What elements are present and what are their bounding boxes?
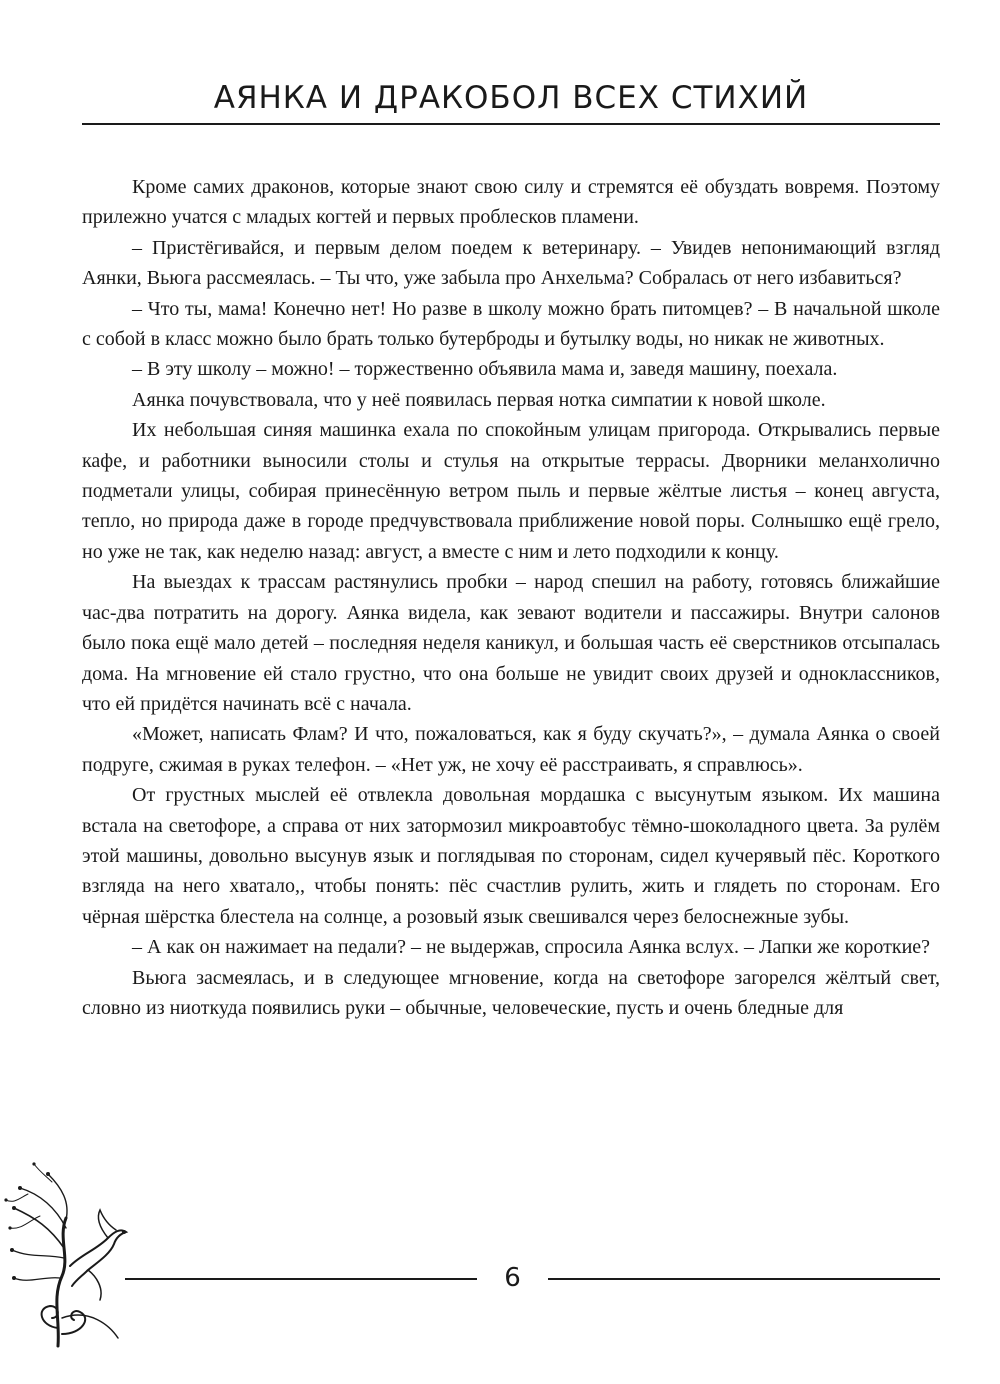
paragraph: «Может, написать Флам? И что, пожаловаться, как я буду скучать?», – думала Аянка о своей подруге, сжимая в руках телефон. – «Нет уж, не хочу её расстраивать, я справлюсь». (82, 723, 940, 776)
paragraph: – В эту школу – можно! – торжественно объявила мама и, заведя машину, поехала. (132, 358, 838, 381)
paragraph: На выездах к трассам растянулись пробки – народ спешил на работу, готовясь ближайшие час-два потратить на дорогу. Аянка видела, как зевают водители и пассажиры. Внутри салонов было пока ещё мало детей – последняя неделя каникул, и большая часть её сверстников отсыпалась дома. На мгновение ей стало грустно, что она больше не увидит своих друзей и одноклассников, что ей придётся начинать всё с начала. (82, 571, 940, 715)
footer-divider-right (548, 1278, 940, 1280)
paragraph: Их небольшая синяя машинка ехала по спокойным улицам пригорода. Открывались первые кафе, и работники выносили столы и стулья на открытые террасы. Дворники меланхолично подметали улицы, собирая принесённую ветром пыль и первые жёлтые листья – конец августа, тепло, но природа даже в городе предчувствовала приближение новой поры. Солнышко ещё грело, но уже не так, как неделю назад: август, а вместе с ним и лето подходили к концу. (82, 419, 940, 563)
paragraph: – Пристёгивайся, и первым делом поедем к ветеринару. – Увидев непонимающий взгляд Аянки, Вьюга рассмеялась. – Ты что, уже забыла про Анхельма? Собралась от него избавиться? (82, 236, 940, 290)
dragon-tree-ornament-icon (0, 1158, 140, 1348)
paragraph: Кроме самих драконов, которые знают свою силу и стремятся её обуздать вовремя. Поэтому прилежно учатся с младых когтей и первых проблесков пламени. (82, 176, 940, 229)
page-footer (0, 1258, 1000, 1308)
paragraph: Аянка почувствовала, что у неё появилась первая нотка симпатии к новой школе. (132, 388, 826, 411)
header-divider (82, 123, 940, 125)
paragraph: От грустных мыслей её отвлекла довольная мордашка с высунутым языком. Их машина встала на светофоре, а справа от них затормозил микроавтобус тёмно-шоколадного цвета. За рулём этой машины, довольно высунув язык и поглядывая по сторонам, сидел кучерявый пёс. Короткого взгляда на него хватало,, чтобы понять: пёс счастлив рулить, жить и глядеть по сторонам. Его чёрная шёрстка блестела на солнце, а розовый язык свешивался через белоснежные зубы. (82, 784, 940, 928)
footer-divider-left (125, 1278, 477, 1280)
paragraph: – А как он нажимает на педали? – не выдержав, спросила Аянка вслух. – Лапки же короткие? (132, 936, 931, 959)
page-number: 6 (504, 1263, 521, 1293)
paragraph: – Что ты, мама! Конечно нет! Но разве в школу можно брать питомцев? – В начальной школе с собой в класс можно было брать только бутерброды и бутылку воды, но никак не животных. (82, 297, 940, 351)
paragraph: Вьюга засмеялась, и в следующее мгновение, когда на светофоре загорелся жёлтый свет, словно из ниоткуда появились руки – обычные, человеческие, пусть и очень бледные для (82, 966, 940, 1019)
book-title: АЯНКА И ДРАКОБОЛ ВСЕХ СТИХИЙ (213, 80, 809, 116)
running-header (82, 78, 940, 118)
body-text (82, 172, 940, 1023)
